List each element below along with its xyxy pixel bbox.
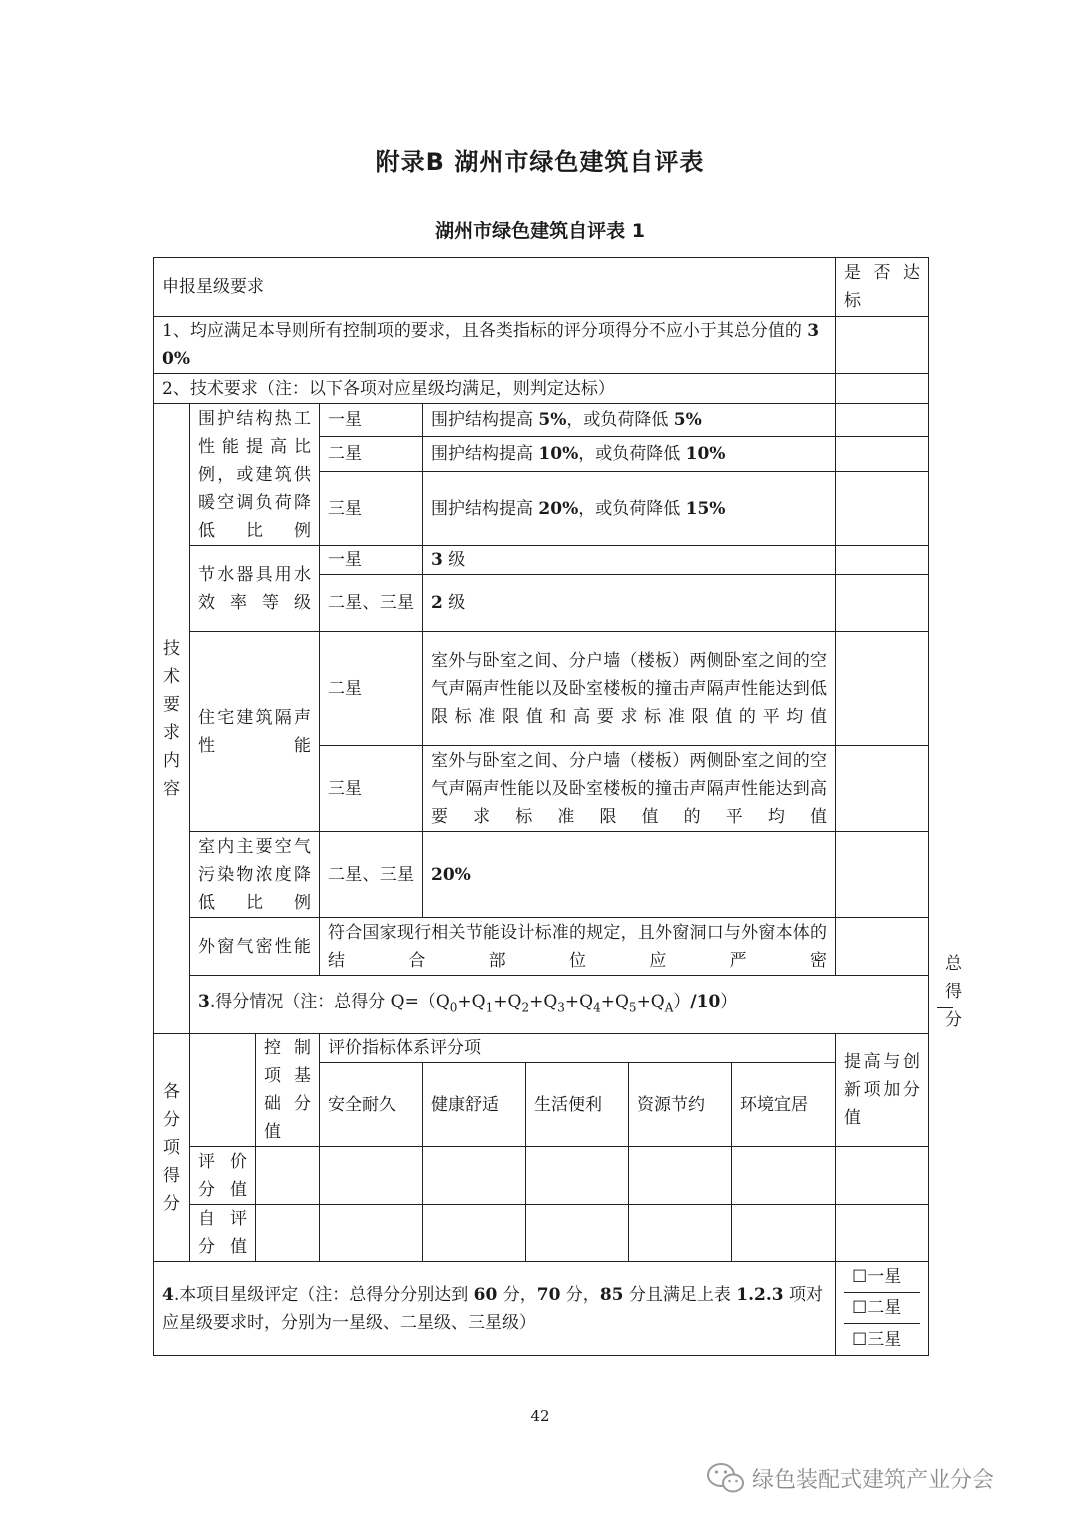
score-input-cell[interactable] (526, 1205, 629, 1262)
total-score-label: 总得分 (937, 976, 953, 1008)
formula-subscript: 5 (628, 1000, 637, 1015)
window-row (154, 918, 929, 976)
compliance-cell[interactable] (836, 437, 929, 472)
air-item: 室内主要空气污染物浓度降低比例 (190, 832, 320, 918)
score-input-cell[interactable] (836, 1147, 929, 1205)
compliance-cell[interactable] (836, 404, 929, 437)
score-input-cell[interactable] (256, 1147, 320, 1205)
watermark (706, 1458, 994, 1498)
compliance-cell[interactable] (836, 575, 929, 632)
tech-content-label: 技术要求内容 (154, 404, 190, 1034)
indicator-system-header: 评价指标体系评分项 (320, 1034, 836, 1063)
formula-operator: +Q (636, 991, 665, 1012)
self-score-label: 自评分值 (190, 1205, 256, 1262)
evaluation-score-row (154, 1147, 929, 1205)
level-cell: 一星 (320, 404, 423, 437)
level-cell: 三星 (320, 746, 423, 832)
level-cell: 三星 (320, 472, 423, 546)
formula-operator: +Q (493, 991, 522, 1012)
requirement-cell: 室外与卧室之间、分户墙（楼板）两侧卧室之间的空气声隔声性能以及卧室楼板的撞击声隔声性能达到低限标准限值和高要求标准限值的平均值 (423, 632, 836, 746)
score-input-cell[interactable] (256, 1205, 320, 1262)
page-title: 附录B 湖州市绿色建筑自评表 (375, 148, 705, 176)
requirement-cell: 3 级 (423, 546, 836, 575)
air-row (154, 832, 929, 918)
formula-operator: +Q (564, 991, 594, 1012)
control-items-text: 1、均应满足本导则所有控制项的要求，且各类指标的评分项得分不应小于其总分值的 30% (154, 317, 836, 374)
compliance-cell[interactable] (836, 546, 929, 575)
requirement-cell: 2 级 (423, 575, 836, 632)
bonus-header: 提高与创新项加分值 (836, 1034, 929, 1147)
formula-terms (449, 991, 691, 1015)
header-row (154, 258, 929, 317)
control-base-score-header: 控制项基础分值 (256, 1034, 320, 1147)
water-item: 节水器具用水效率等级 (190, 546, 320, 632)
requirement-cell: 围护结构提高 20%，或负荷降低 15% (423, 472, 836, 546)
score-input-cell[interactable] (732, 1205, 836, 1262)
window-item: 外窗气密性能 (190, 918, 320, 976)
score-input-cell[interactable] (423, 1147, 526, 1205)
requirement-cell: 围护结构提高 10%，或负荷降低 10% (423, 437, 836, 472)
requirement-cell: 室外与卧室之间、分户墙（楼板）两侧卧室之间的空气声隔声性能以及卧室楼板的撞击声隔声性能达到高要求标准限值的平均值 (423, 746, 836, 832)
level-cell: 二星 (320, 437, 423, 472)
requirement-header: 申报星级要求 (154, 258, 836, 317)
requirement-cell: 20% (423, 832, 836, 918)
level-cell: 一星 (320, 546, 423, 575)
formula-operator: +Q (457, 991, 486, 1012)
rating-option-2star[interactable]: ☐ 二星 (844, 1293, 920, 1324)
sound-row (154, 632, 929, 746)
score-input-cell[interactable] (629, 1147, 732, 1205)
score-input-cell[interactable] (320, 1205, 423, 1262)
compliance-cell[interactable] (836, 317, 929, 374)
tech-requirements-text: 2、技术要求（注：以下各项对应星级均满足，则判定达标） (154, 374, 836, 404)
score-formula: 3.得分情况（注：总得分 $Q=(Q_0+Q_1+Q_2+Q_3+Q_4+Q_5+Q_A)/10$） (190, 976, 929, 1034)
compliance-cell[interactable] (836, 918, 929, 976)
formula-subscript: A (664, 1000, 674, 1015)
formula-subscript: 3 (557, 1000, 565, 1015)
compliance-cell[interactable] (836, 832, 929, 918)
level-cell: 二星、三星 (320, 575, 423, 632)
page-number: 42 (530, 1407, 550, 1425)
rating-row (154, 1262, 929, 1356)
self-evaluation-table (153, 257, 962, 1356)
insulation-item: 围护结构热工性能提高比例，或建筑供暖空调负荷降低比例 (190, 404, 320, 546)
insulation-row (154, 404, 929, 437)
indicator-environment: 环境宜居 (732, 1063, 836, 1147)
indicator-safety: 安全耐久 (320, 1063, 423, 1147)
compliance-cell[interactable] (836, 746, 929, 832)
indicator-health: 健康舒适 (423, 1063, 526, 1147)
level-cell: 二星、三星 (320, 832, 423, 918)
table-title: 湖州市绿色建筑自评表 1 (435, 220, 645, 242)
rating-options (836, 1262, 929, 1356)
compliance-header: 是 否 达标 (836, 258, 929, 317)
tech-requirements-row (154, 374, 929, 404)
control-items-row (154, 317, 929, 374)
breakdown-side-label: 各分项得分 (154, 1034, 190, 1262)
formula-subscript: 2 (521, 1000, 530, 1015)
rating-option-1star[interactable]: ☐ 一星 (844, 1262, 920, 1293)
requirement-cell: 围护结构提高 5%，或负荷降低 5% (423, 404, 836, 437)
compliance-cell[interactable] (836, 632, 929, 746)
score-row (154, 976, 929, 1034)
formula-operator: +Q (600, 991, 629, 1012)
rating-text: 4.本项目星级评定（注：总得分分别达到 60 分，70 分，85 分且满足上表 1.2.3 项对应星级要求时，分别为一星级、二星级、三星级） (154, 1262, 836, 1356)
breakdown-header-row (154, 1034, 929, 1063)
formula-subscript: 0 (449, 1000, 458, 1015)
breakdown-corner (190, 1034, 256, 1147)
requirement-cell: 符合国家现行相关节能设计标准的规定，且外窗洞口与外窗本体的结合部位应严密 (320, 918, 836, 976)
score-input-cell[interactable] (836, 1205, 929, 1262)
evaluation-score-label: 评价分值 (190, 1147, 256, 1205)
formula-operator: ） (673, 991, 691, 1012)
compliance-cell[interactable] (836, 472, 929, 546)
formula-subscript: 4 (593, 1000, 601, 1015)
rating-option-3star[interactable]: ☐ 三星 (852, 1329, 902, 1350)
indicator-convenience: 生活便利 (526, 1063, 629, 1147)
watermark-text: 绿色装配式建筑产业分会 (752, 1467, 995, 1493)
level-cell: 二星 (320, 632, 423, 746)
sound-item: 住宅建筑隔声性能 (190, 632, 320, 832)
water-row (154, 546, 929, 575)
wechat-icon (706, 1461, 746, 1495)
compliance-cell[interactable] (836, 374, 929, 404)
formula-subscript: 1 (485, 1000, 494, 1015)
score-input-cell[interactable] (629, 1205, 732, 1262)
formula-operator: +Q (529, 991, 558, 1012)
self-score-row (154, 1205, 929, 1262)
score-input-cell[interactable] (423, 1205, 526, 1262)
indicator-resources: 资源节约 (629, 1063, 732, 1147)
score-input-cell[interactable] (526, 1147, 629, 1205)
score-input-cell[interactable] (320, 1147, 423, 1205)
score-input-cell[interactable] (732, 1147, 836, 1205)
